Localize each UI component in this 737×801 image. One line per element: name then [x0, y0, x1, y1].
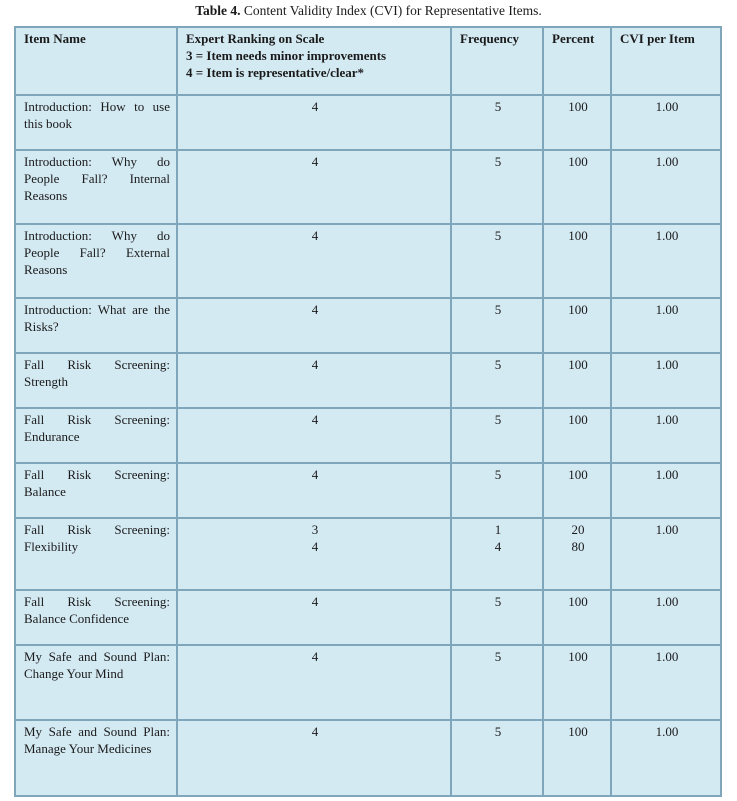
cell-cvi: 1.00 — [611, 720, 721, 796]
cell-frequency — [451, 150, 543, 224]
cell-ranking — [177, 150, 451, 224]
cell-cvi: 1.00 — [611, 298, 721, 353]
caption-label: Table 4. — [195, 3, 241, 18]
table-row — [15, 463, 721, 518]
table-row — [15, 353, 721, 408]
ranking-value: 4 — [311, 228, 319, 243]
ranking-value: 4 — [311, 467, 319, 482]
cell-ranking — [177, 224, 451, 298]
cell-ranking — [177, 95, 451, 150]
cvi-table — [14, 26, 722, 797]
table-body — [15, 95, 721, 796]
header-expert-ranking-scale-4: 4 = Item is representative/clear* — [186, 65, 365, 80]
cell-frequency — [451, 720, 543, 796]
cell-cvi: 1.00 — [611, 95, 721, 150]
caption-text: Content Validity Index (CVI) for Representative Items. — [240, 3, 542, 18]
cell-percent — [543, 463, 611, 518]
header-item-name: Item Name — [15, 27, 177, 95]
cell-percent — [543, 518, 611, 590]
table-row — [15, 95, 721, 150]
header-row — [15, 27, 721, 95]
cell-item-name: Introduction: How to use this book — [15, 95, 177, 150]
ranking-value: 4 — [311, 357, 319, 372]
cell-ranking — [177, 463, 451, 518]
cell-percent — [543, 95, 611, 150]
percent-value: 100 — [568, 412, 588, 427]
cell-item-name: Introduction: Why do People Fall? External Reasons — [15, 224, 177, 298]
percent-value: 100 — [568, 467, 588, 482]
header-cvi: CVI per Item — [611, 27, 721, 95]
cell-item-name: Fall Risk Screening: Strength — [15, 353, 177, 408]
cell-cvi: 1.00 — [611, 518, 721, 590]
table-caption — [0, 2, 737, 19]
table-row — [15, 720, 721, 796]
cell-ranking — [177, 645, 451, 720]
frequency-value: 5 — [494, 412, 502, 427]
cell-item-name: My Safe and Sound Plan: Change Your Mind — [15, 645, 177, 720]
cell-ranking — [177, 408, 451, 463]
cell-frequency — [451, 95, 543, 150]
cell-item-name: Fall Risk Screening: Flexibility — [15, 518, 177, 590]
ranking-value: 4 — [311, 724, 319, 739]
cell-frequency — [451, 298, 543, 353]
cell-percent — [543, 298, 611, 353]
cell-percent — [543, 720, 611, 796]
cell-frequency — [451, 408, 543, 463]
ranking-value: 4 — [311, 539, 319, 554]
header-expert-ranking-scale-3: 3 = Item needs minor improvements — [186, 48, 387, 63]
percent-value: 100 — [568, 302, 588, 317]
cell-item-name: Fall Risk Screening: Balance — [15, 463, 177, 518]
ranking-value: 4 — [311, 154, 319, 169]
cell-ranking — [177, 518, 451, 590]
percent-value: 100 — [568, 228, 588, 243]
percent-value: 100 — [568, 594, 588, 609]
header-frequency: Frequency — [451, 27, 543, 95]
frequency-value: 5 — [494, 467, 502, 482]
table-row — [15, 590, 721, 645]
ranking-value: 4 — [311, 302, 319, 317]
percent-value: 80 — [571, 539, 585, 554]
frequency-value: 5 — [494, 154, 502, 169]
ranking-value: 4 — [311, 412, 319, 427]
cell-frequency — [451, 224, 543, 298]
cell-cvi: 1.00 — [611, 150, 721, 224]
cell-item-name: My Safe and Sound Plan: Manage Your Medicines — [15, 720, 177, 796]
percent-value: 100 — [568, 649, 588, 664]
ranking-value: 4 — [311, 99, 319, 114]
cell-frequency — [451, 518, 543, 590]
frequency-value: 4 — [494, 539, 502, 554]
cell-cvi: 1.00 — [611, 463, 721, 518]
percent-value: 20 — [571, 522, 585, 537]
frequency-value: 5 — [494, 99, 502, 114]
cell-percent — [543, 645, 611, 720]
cell-frequency — [451, 353, 543, 408]
percent-value: 100 — [568, 99, 588, 114]
frequency-value: 5 — [494, 724, 502, 739]
percent-value: 100 — [568, 154, 588, 169]
cell-cvi: 1.00 — [611, 353, 721, 408]
table-row — [15, 645, 721, 720]
cell-item-name: Fall Risk Screening: Endurance — [15, 408, 177, 463]
percent-value: 100 — [568, 724, 588, 739]
cell-cvi: 1.00 — [611, 590, 721, 645]
ranking-value: 3 — [311, 522, 319, 537]
frequency-value: 5 — [494, 228, 502, 243]
cell-cvi: 1.00 — [611, 224, 721, 298]
cell-ranking — [177, 590, 451, 645]
cell-item-name: Introduction: What are the Risks? — [15, 298, 177, 353]
cell-percent — [543, 150, 611, 224]
frequency-value: 5 — [494, 594, 502, 609]
cell-cvi: 1.00 — [611, 408, 721, 463]
cell-ranking — [177, 720, 451, 796]
table-row — [15, 518, 721, 590]
cell-item-name: Introduction: Why do People Fall? Internal Reasons — [15, 150, 177, 224]
cell-percent — [543, 590, 611, 645]
header-expert-ranking-title: Expert Ranking on Scale — [186, 31, 325, 46]
cell-frequency — [451, 590, 543, 645]
ranking-value: 4 — [311, 594, 319, 609]
table-row — [15, 408, 721, 463]
table-row — [15, 150, 721, 224]
percent-value: 100 — [568, 357, 588, 372]
frequency-value: 1 — [494, 522, 502, 537]
frequency-value: 5 — [494, 357, 502, 372]
ranking-value: 4 — [311, 649, 319, 664]
cell-frequency — [451, 463, 543, 518]
cell-percent — [543, 224, 611, 298]
cell-percent — [543, 353, 611, 408]
cell-ranking — [177, 353, 451, 408]
table-row — [15, 224, 721, 298]
cell-item-name: Fall Risk Screening: Balance Confidence — [15, 590, 177, 645]
cell-frequency — [451, 645, 543, 720]
frequency-value: 5 — [494, 302, 502, 317]
frequency-value: 5 — [494, 649, 502, 664]
cell-percent — [543, 408, 611, 463]
table-row — [15, 298, 721, 353]
header-expert-ranking — [177, 27, 451, 95]
header-percent: Percent — [543, 27, 611, 95]
cell-ranking — [177, 298, 451, 353]
cell-cvi: 1.00 — [611, 645, 721, 720]
